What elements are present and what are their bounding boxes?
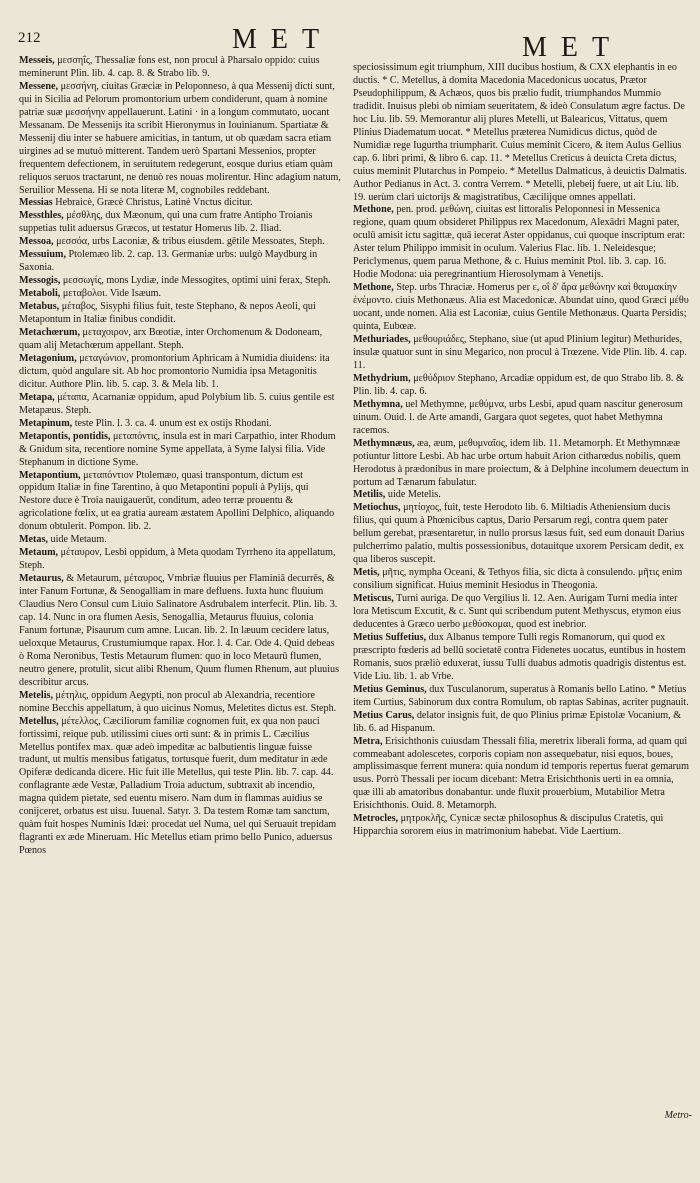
dictionary-entry <box>353 204 689 282</box>
entry-headword: Messthles, <box>19 210 64 222</box>
entry-headword: Metapontis, pontidis, <box>19 430 111 442</box>
entry-text: speciosissimum egit triumphum, XIII ducibus hostium, & CXX elephantis in eo ductis. * C. Metellus, à domita Macedonia Macedonicus uocatus, Prætor Pseudophilippum, & Achæos, quos bis prælio fudit, triumphandos Mummio tradidit. Inuisus plebi ob nimiam seueritatem, & ideò Consulatum ægre factus. De hoc Liu. lib. 59. Memorantur alij plures Metelli, ut Balearicus, Vittatus, quem Plinius Diadematum uocat. * Metellus præterea Numidicus dictus, quòd de Numidiæ rege Iugurtha triumpharit. Cuius meminit Cicero, & item Aulus Gellius cap. 6. libri primi, & libro 6. cap. 11. * Metellus Creticus à deuicta Creta dictus, cuius meminit Plutarchus in Pompeio. * Metellus Dalmaticus, à deuictis Dalmatis. Author Pedianus in Act. 3. contra Verrem. * Metelli, plebeij fuere, ut ait Liu. lib. 19. uerùm clari uictorijs & magistratibus, Cæcilijque omnes appellati. <box>353 62 687 203</box>
entry-text: μέτελλος, Cæciliorum familiæ cognomen fuit, ex qua non pauci fortissimi, reique pub. utilissimi ciues orti sunt: & in primis L. Cæcilius Metellus pontifex max. quæ adeò impeditæ ac balbutientis linguæ fuisse tradunt, ut multis mensibus fatigatus, tortusque fuerit, dum meditatur in æde Opiferæ dedicanda dicere. Hic fuit ille Metellus, qui teste Plin. lib. 7. cap. 44. conflagrante æde Vestæ, Palladium Troia aductum, subtraxit ab incendio, magna quidem pietate, sed euentu misero. Nam dum in flammas auidius se conijceret, orbatus est uisu. Iuuenal. Satyr. 3. Da testem Romæ tam sanctum, quàm fuit hospes Numinis Idæi: procedat uel Numa, uel qui Seruauit trepidam flagranti ex æde Mineruam. Hic Metellus etiam primo bello Punico, aduersus Pœnos <box>19 715 337 857</box>
dictionary-entry <box>19 716 341 858</box>
dictionary-entry <box>353 62 689 204</box>
dictionary-entry <box>353 813 689 839</box>
entry-headword: Metagonium, <box>19 352 77 364</box>
entry-text: Ptolemæo lib. 2. cap. 13. Germaniæ urbs: uulgò Maydburg in Saxonia. <box>19 249 318 274</box>
dictionary-entry <box>19 236 341 249</box>
entry-headword: Metius Geminus, <box>353 683 427 695</box>
dictionary-entry <box>353 489 689 502</box>
entry-headword: Methone, <box>353 204 394 216</box>
entry-headword: Metaurus, <box>19 573 64 585</box>
dictionary-entry <box>19 275 341 288</box>
dictionary-entry <box>353 632 689 684</box>
entry-headword: Methuriades, <box>353 334 411 346</box>
entry-headword: Metaboli, <box>19 288 61 300</box>
dictionary-entry <box>353 399 689 438</box>
entry-headword: Messeis, <box>19 55 55 66</box>
entry-text: Erisichthonis cuiusdam Thessali filia, meretrix liberali forma, ad quam qui commeabant adolescetes, corporis copiam non assequebatur, nisi equos, boues, amplissimasque ferrent munera: quia nondum id temporis repertus fuerat gemarum usus. Porrò Thessali per iocum dicebant: Metra Erisichthonis uerti in ea omnia, quæ illi ab amatoribus donabantur. unde fluxit prouerbium, Mutabilior Metra Erisichthonis. Ouid. 8. Metamorph. <box>353 735 689 812</box>
entry-text: æa, æum, μεθυμναῖος, idem lib. 11. Metamorph. Et Methymnææ potiuntur littore Lesbi. Ab hac urbe ortum habuit Arion citharœdus nobilis, quem Herodotus à prædonibus in mare proiectum, & à Delphine incolumem deuectum in portum ad Tænarum fabulatur. <box>353 437 689 488</box>
entry-text: μεταγώνιον, promontorium Aphricam à Numidia diuidens: ita dictum, quòd angulare sit. Ab hoc promontorio Numidia ipsa Metagonitis dicitur. Authore Plin. lib. 5. cap. 3. & Mela lib. 1. <box>19 352 330 390</box>
dictionary-entry <box>19 301 341 327</box>
entry-text: delator insignis fuit, de quo Plinius primæ Epistolæ Vocanium, & lib. 6. ad Hispanum. <box>353 709 682 734</box>
entry-text: μέταβος, Sisyphi filius fuit, teste Stephano, & nepos Aeoli, qui Metapontum in Italiæ finibus condidit. <box>19 301 316 326</box>
entry-text: Turni auriga. De quo Vergilius li. 12. Aen. Aurigam Turni media inter lora Metiscum Excutit, & c. Sunt qui scribendum putent Methyscus, etymon eius deducentes à Græco uerbo μεθύσκομαι, quod est inebrior. <box>353 593 681 630</box>
entry-text: μεσσωγίς, mons Lydiæ, inde Messogites, optimi uini ferax, Steph. <box>62 275 331 287</box>
dictionary-entry <box>19 431 341 470</box>
dictionary-entry <box>353 567 689 593</box>
dictionary-entry <box>353 684 689 710</box>
entry-headword: Metapa, <box>19 391 55 403</box>
entry-text: μεθουριάδες, Stephano, siue (ut apud Plinium legitur) Methurides, insulæ quatuor sunt in sinu Megarico, non procul à Trœzene. Vide Plin. lib. 4. cap. 11. <box>353 334 687 371</box>
dictionary-entry <box>353 502 689 567</box>
catchword: Metro- <box>664 1110 692 1121</box>
entry-text: μητροκλῆς, Cynicæ sectæ philosophus & discipulus Cratetis, qui Hipparchia sororem eius in matrimonium habebat. Vide Laertium. <box>353 813 664 838</box>
entry-text: dux Albanus tempore Tulli regis Romanorum, qui quod ex præscripto fœderis ad bellū societatē contra Fidenetes uocatus, euntibus in hostem Romanis, suos præliò eduxerat, iussu Tulli duabus admotis quadrigis distentus est. Vide Liu. lib. 1. ab Vrbe. <box>353 631 687 682</box>
entry-headword: Metapinum, <box>19 417 73 429</box>
dictionary-entry <box>19 470 341 535</box>
entry-text: μητίοχος, fuit, teste Herodoto lib. 6. Miltiadis Atheniensium ducis filius, qui quum à Phœnicibus captus, Dario Persarum regi, contra quem pater bellum gerebat, præsentaretur, in nullo prorsus læsus fuit, sed eum donauit Darius pulcherrimo palatio, multis possessionibus, dotauitque uxorem Persicam dedit, ex qua liberos suscepit. <box>353 502 685 566</box>
entry-text: μέταπα, Acarnaniæ oppidum, apud Polybium lib. 5. cuius gentile est Metapæus. Steph. <box>19 391 335 416</box>
dictionary-entry <box>353 334 689 373</box>
dictionary-entry <box>19 55 341 81</box>
entry-text: uide Metelis. <box>387 489 441 501</box>
entry-headword: Metiscus, <box>353 593 394 605</box>
entry-headword: Metrocles, <box>353 813 399 825</box>
entry-headword: Metius Suffetius, <box>353 631 427 643</box>
running-head-left: MET <box>232 24 334 55</box>
entry-text: μεταπόντις, insula est in mari Carpathio, inter Rhodum & Gnidum sita, recentiore nomine Syme appellata, à Syme Ialysi filia. Vide Stephanum in dictione Syme. <box>19 430 336 468</box>
entry-text: μεσσόα, urbs Laconiæ, & tribus eiusdem. gētile Messoates, Steph. <box>56 236 325 248</box>
entry-text: μεσσηΐς, Thessaliæ fons est, non procul à Pharsalo oppido: cuius meminerunt Plin. lib. 4. cap. 8. & Strabo lib. 9. <box>19 55 320 79</box>
entry-headword: Metellus, <box>19 715 59 727</box>
entry-headword: Metabus, <box>19 301 60 313</box>
entry-headword: Methymna, <box>353 398 403 410</box>
dictionary-entry <box>19 197 341 210</box>
dictionary-entry <box>19 81 341 198</box>
entry-text: μέτηλις, oppidum Aegypti, non procul ab Alexandria, recentiore nomine Becchis appellatum, à quo uicinus Nomus, Meletites dictus est. Steph. <box>19 689 337 714</box>
entry-headword: Metiochus, <box>353 502 401 514</box>
entry-text: μεσσήνη, ciuitas Græciæ in Peloponneso, à qua Messenij dicti sunt, qui in Sicilia ad Pelorum promontorium urbem condiderunt, quam à nomine patriæ suæ μεσσήνην appellauerunt. Latini · in a longum commutato, uocant Messanam. De Messenijs ita scribit Hieronymus in Iouinianum. Spartiatæ & Messenij diu inter se habuere amicitias, in tantum, ut ob quædam sacra etiam uirgines ad se mutuò mitterent. Tandem uerò Spartani Messenios, propter frequentem defectionem, in seruitutem redegerunt, eosque durius etiam quàm reliquos seruos tractarunt, ne denuò res nouas molirentur. Hinc adagium natum, Seruilior Messena. Hi se nota literæ M, cognobiles reddebant. <box>19 80 341 196</box>
entry-text: μέταυρον, Lesbi oppidum, à Meta quodam Tyrrheno ita appellatum, Steph. <box>19 547 336 572</box>
entry-text: μεταχοιρον, arx Bœotiæ, inter Orchomenum & Dodoneam, quam alij Metachœrum appellant. Steph. <box>19 327 323 351</box>
dictionary-entry <box>353 282 689 334</box>
entry-headword: Metilis, <box>353 489 386 501</box>
entry-text: Step. urbs Thraciæ. Homerus per ε, οἳ δ' ἄρα μεθώνην καὶ θαυμακίην ἐνέμοντο. ciuis Methonæus. Alia est Macedonicæ. Abundat uino, quod Græci μέθυ uocant, unde nomen. Alia est Laconiæ, cuius Gentile Methonæus. Quarta Persidis; quinta, Eubœæ. <box>353 282 689 333</box>
entry-headword: Methydrium, <box>353 372 411 384</box>
dictionary-entry <box>19 327 341 353</box>
entry-headword: Messoa, <box>19 236 54 248</box>
dictionary-entry <box>353 593 689 632</box>
entry-text: μέσθλης, dux Mæonum, qui una cum fratre Antipho Troianis suppetias tulit aduersus Græcos, ut testatur Homerus lib. 2. Iliad. <box>19 210 313 235</box>
dictionary-entry <box>19 547 341 573</box>
entry-headword: Messias <box>19 197 53 209</box>
dictionary-entry <box>19 210 341 236</box>
entry-text: pen. prod. μεθώνη, ciuitas est littoralis Peloponnesi in Messenica regione, quam quum obsideret Philippus rex Macedonum, Alexādri Magni pater, oculū amisit ictu sagittæ, quā iecerat Aster oppidanus, cui quoque inscriptum erat: Aster telum Philippo immisit in oculum. Valerius Flac. lib. 1. Neleidesque; Periclymenus, quem parua Methone, & c. Huius meminit Ptol. lib. 3. cap. 16. Hodie Modona: uia peregrinantium Hierosolymam à Venetijs. <box>353 204 686 281</box>
entry-headword: Messogis, <box>19 275 61 287</box>
entry-headword: Methone, <box>353 282 394 294</box>
entry-headword: Methymnæus, <box>353 437 415 449</box>
dictionary-entry <box>19 418 341 431</box>
entry-headword: Metapontium, <box>19 469 81 481</box>
entry-headword: Metas, <box>19 534 48 546</box>
entry-text: teste Plin. l. 3. ca. 4. unum est ex ostijs Rhodani. <box>74 417 272 429</box>
dictionary-entry <box>19 534 341 547</box>
entry-text: μεταβολοι. Vide Isæum. <box>62 288 162 300</box>
dictionary-entry <box>353 438 689 490</box>
dictionary-entry <box>19 288 341 301</box>
entry-headword: Metaum, <box>19 547 59 559</box>
dictionary-entry <box>19 353 341 392</box>
page-number: 212 <box>18 30 41 46</box>
entry-headword: Metius Carus, <box>353 709 415 721</box>
dictionary-entry <box>19 690 341 716</box>
entry-headword: Messene, <box>19 80 59 92</box>
entry-headword: Metis, <box>353 567 380 579</box>
entry-text: Hebraicè, Græcè Christus, Latinè Vnctus dicitur. <box>55 197 253 209</box>
dictionary-entry <box>353 736 689 814</box>
dictionary-entry <box>353 710 689 736</box>
dictionary-entry <box>19 392 341 418</box>
entry-headword: Metachœrum, <box>19 327 81 339</box>
entry-text: dux Tusculanorum, superatus à Romanis bello Latino. * Metius item Curtius, Sabinorum dux contra Romulum, ob raptas Sabinas, acriter pugnauit. <box>353 683 689 708</box>
entry-text: & Metaurum, μέταυρος, Vmbriæ fluuius per Flaminiā decurrēs, & inter Fanum Fortunæ, & Senogalliam in mare defluens. Iuxta hunc fluuium Claudius Nero Consul cum Liuio Salinatore Asdrubalem interfecit. Plin. lib. 3. cap. 14. Nunc in ora flumen Aesis, Senogallia, Metaurus fluuius, colonia Fanum fortunæ, Pisaurum cum amne. Lucan. lib. 2. In læuum cecidere latus, ueloxque Metaurus, Crustumiumque rapax. Hor. l. 4. Car. Ode 4. Quid debeas ò Roma Neronibus, Testis Metaurum flumen: quo in loco Metaurū flumen, neutro genere, protulit, sicut alibi Rhenum, Quum flumen Rhenum, aut pluuius describitur arcus. <box>19 573 340 688</box>
dictionary-entry <box>19 249 341 275</box>
entry-text: μεταπόντιον Ptolemæo, quasi transpontum, dictum est oppidum Italiæ in fine Tarentino, à quo Metapontini populi à Pylijs, qui Nestore duce è Troia nauigauerūt, conditum, adeo terræ prouentu & agricolatione fœlix, ut ea gratia auream æstatem Apollini Delphico, aliquando donum obtulerit. Pompon. lib. 2. <box>19 469 335 533</box>
entry-text: uel Methymne, μεθύμνα, urbs Lesbi, apud quam nascitur generosum uinum. Ouid. l. de Arte amandi, Gargara quot segetes, quot habet Methymna racemos. <box>353 398 683 436</box>
entry-headword: Messuium, <box>19 249 66 261</box>
entry-headword: Metra, <box>353 735 383 747</box>
dictionary-entry <box>19 573 341 690</box>
left-column <box>19 55 341 1150</box>
entry-text: μῆτις, nympha Oceani, & Tethyos filia, sic dicta à consulendo. μῆτις enim consilium significat. Huius meminit Hesiodus in Theogonia. <box>353 567 683 592</box>
running-head-right: MET <box>522 32 624 63</box>
entry-text: μεθύδριον Stephano, Arcadiæ oppidum est, de quo Strabo lib. 8. & Plin. lib. 4. cap. 6. <box>353 372 684 397</box>
right-column <box>353 62 689 1157</box>
entry-text: uide Metaum. <box>50 534 107 546</box>
dictionary-entry <box>353 373 689 399</box>
entry-headword: Metelis, <box>19 689 54 701</box>
